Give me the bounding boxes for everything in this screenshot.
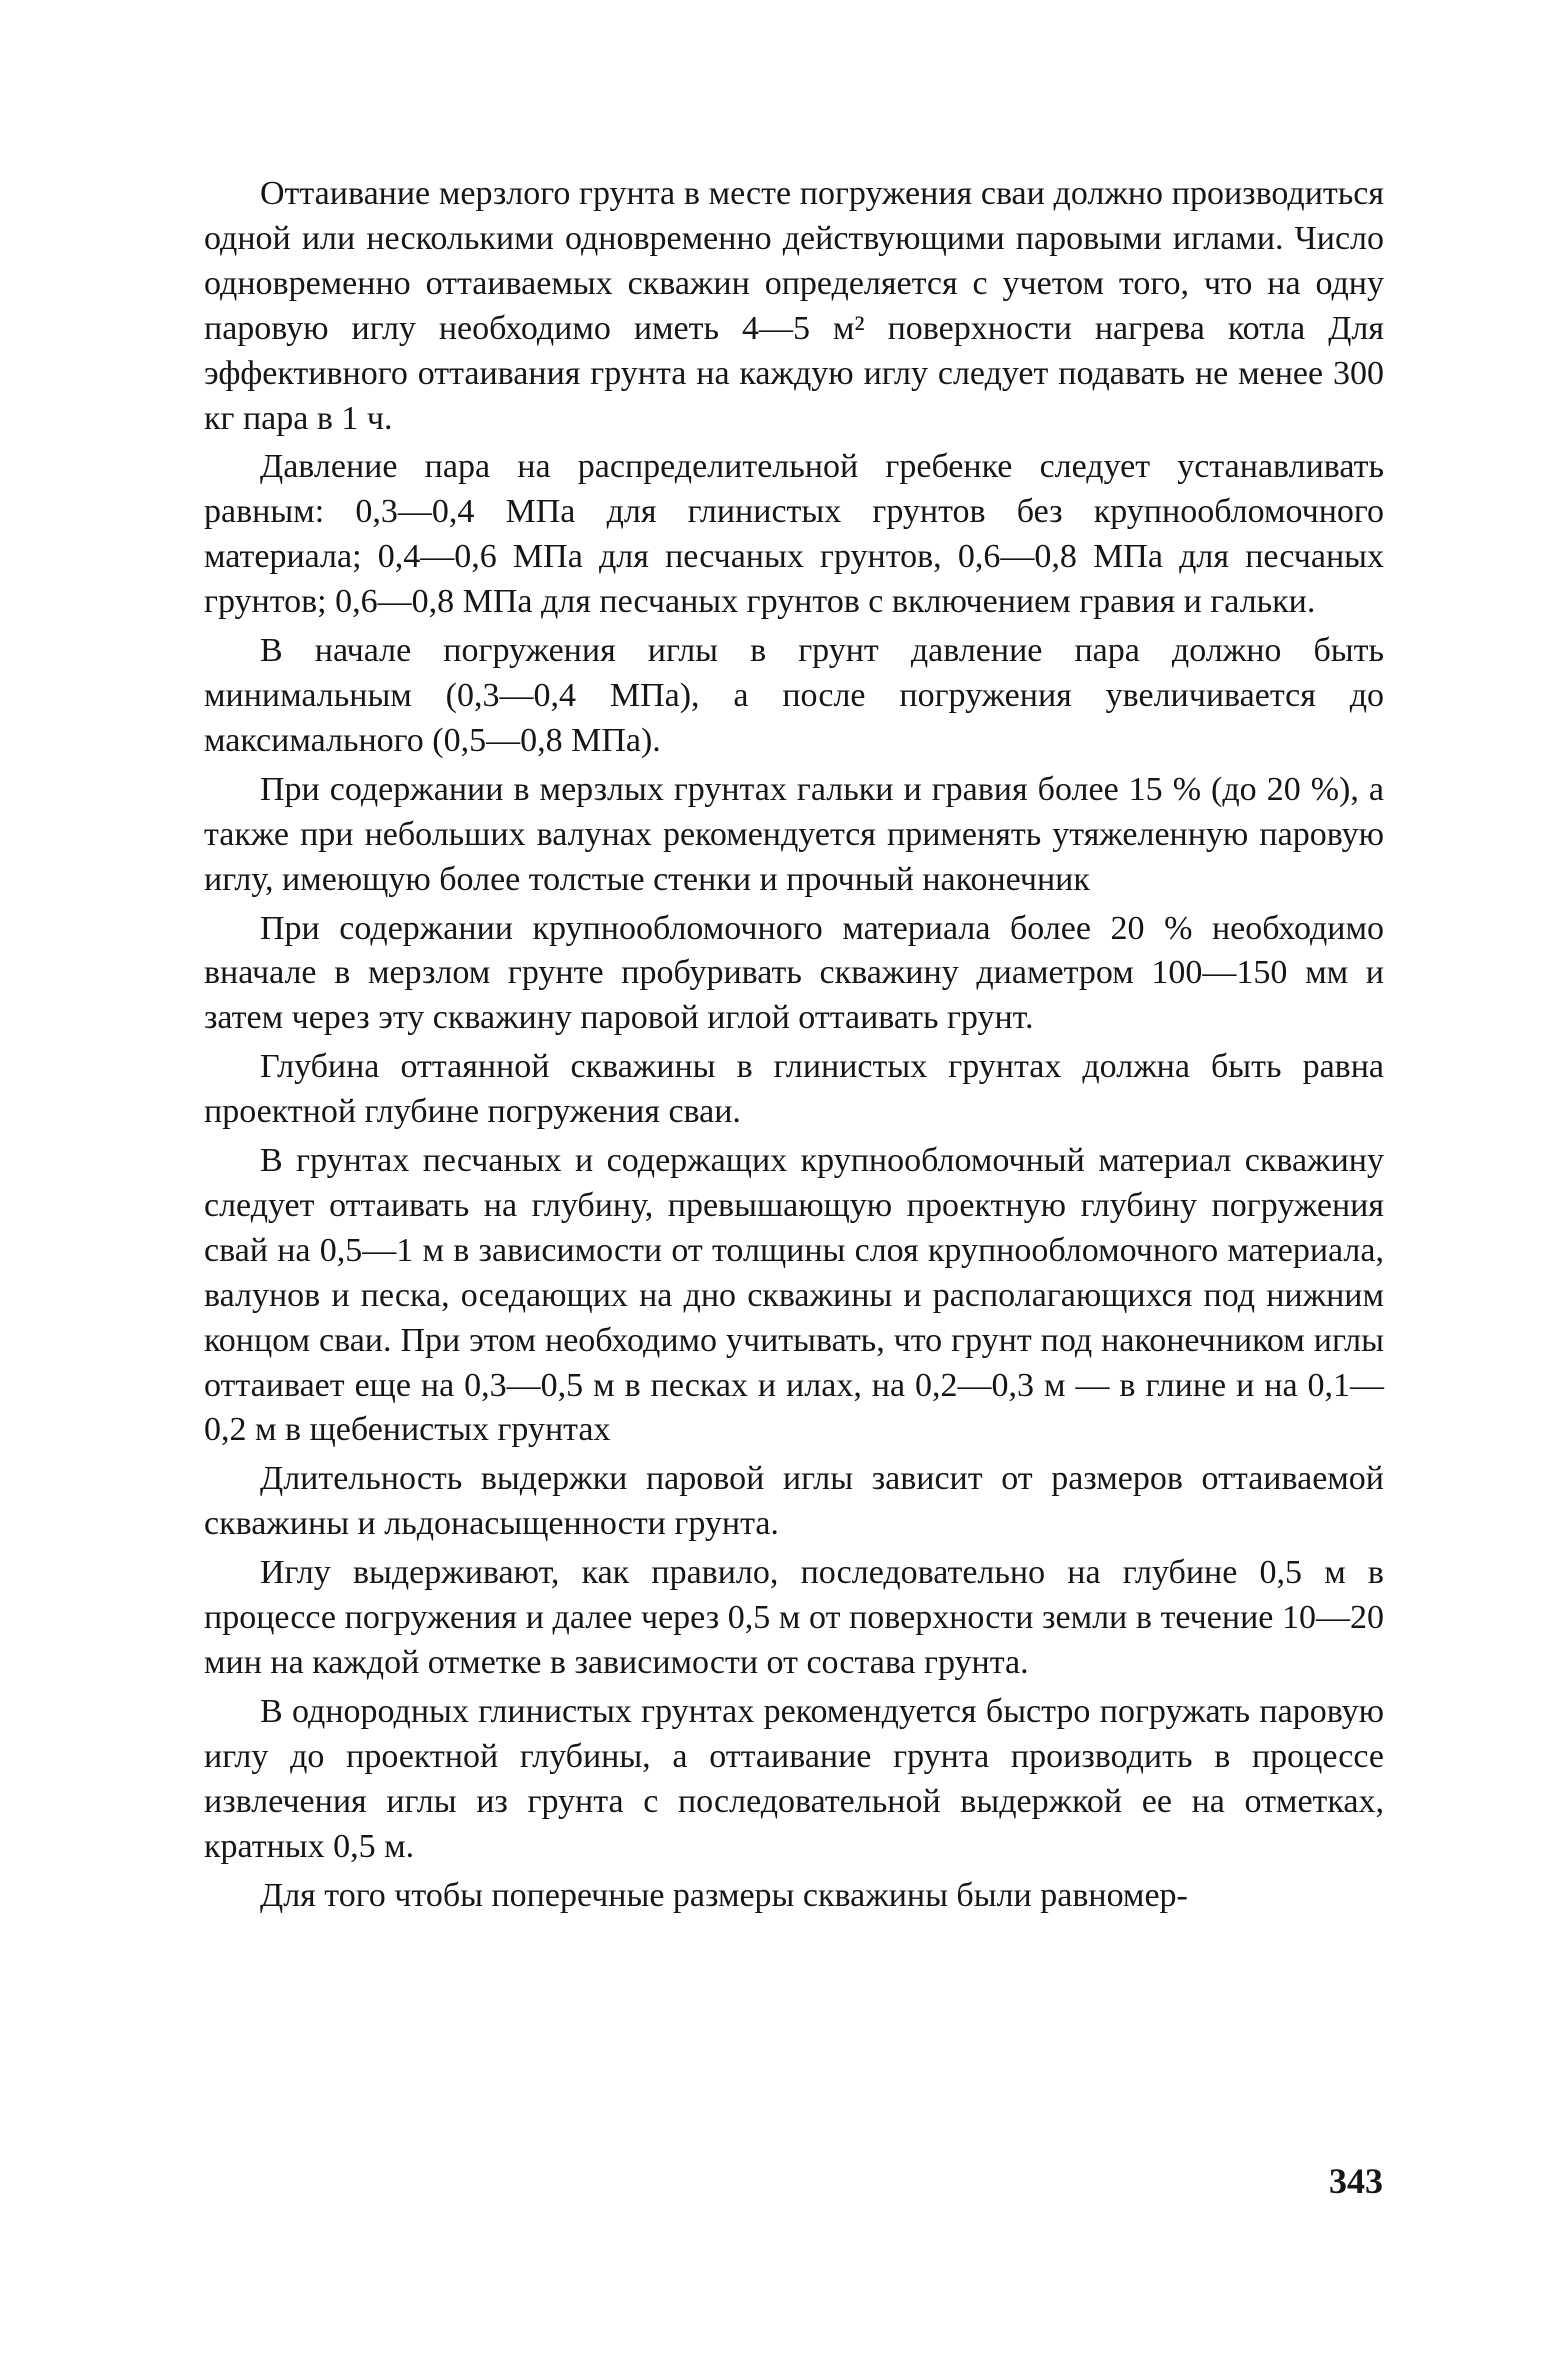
- paragraph-5: При содержании крупнообломочного материала более 20 % необходимо вначале в мерзлом грунте пробуривать скважину диаметром 100—150 мм и затем через эту скважину паровой иглой оттаивать грунт.: [204, 909, 1384, 1037]
- paragraph-10: В однородных глинистых грунтах рекомендуется быстро погружать паровую иглу до проектной глубины, а оттаивание грунта производить в процессе извлечения иглы из грунта с последовательной выдержкой ее на отметках, кратных 0,5 м.: [204, 1692, 1384, 1865]
- page-number: 343: [1329, 2161, 1383, 2201]
- paragraph-9: Иглу выдерживают, как правило, последовательно на глубине 0,5 м в процессе погружения и далее через 0,5 м от поверхности земли в течение 10—20 мин на каждой отметке в зависимости от состава грунта.: [204, 1554, 1384, 1681]
- body-text: [204, 172, 1384, 1922]
- paragraph-3: В начале погружения иглы в грунт давление пара должно быть минимальным (0,3—0,4 МПа), а после погружения увеличивается до максимального (0,5—0,8 МПа).: [204, 632, 1384, 759]
- paragraph-11: Для того чтобы поперечные размеры скважины были равномер-: [260, 1876, 1188, 1914]
- paragraph-1: Оттаивание мерзлого грунта в месте погружения сваи должно производиться одной или несколькими одновременно действующими паровыми иглами. Число одновременно оттаиваемых скважин определяется с учетом того, что на одну паровую иглу необходимо иметь 4—5 м² поверхности нагрева котла Для эффективного оттаивания грунта на каждую иглу следует подавать не менее 300 кг пара в 1 ч.: [204, 175, 1384, 437]
- paragraph-6: Глубина оттаянной скважины в глинистых грунтах должна быть равна проектной глубине погружения сваи.: [204, 1048, 1384, 1131]
- paragraph-7: В грунтах песчаных и содержащих крупнообломочный материал скважину следует оттаивать на глубину, превышающую проектную глубину погружения свай на 0,5—1 м в зависимости от толщины слоя крупнообломочного материала, валунов и песка, оседающих на дно скважины и располагающихся под нижним концом сваи. При этом необходимо учитывать, что грунт под наконечником иглы оттаивает еще на 0,3—0,5 м в песках и илах, на 0,2—0,3 м — в глине и на 0,1—0,2 м в щебенистых грунтах: [204, 1142, 1384, 1449]
- paragraph-8: Длительность выдержки паровой иглы зависит от размеров оттаиваемой скважины и льдонасыщенности грунта.: [204, 1460, 1384, 1543]
- paragraph-4: При содержании в мерзлых грунтах гальки и гравия более 15 % (до 20 %), а также при небольших валунах рекомендуется применять утяжеленную паровую иглу, имеющую более толстые стенки и прочный наконечник: [204, 770, 1384, 898]
- paragraph-2: Давление пара на распределительной гребенке следует устанавливать равным: 0,3—0,4 МПа для глинистых грунтов без крупнообломочного материала; 0,4—0,6 МПа для песчаных грунтов, 0,6—0,8 МПа для песчаных грунтов; 0,6—0,8 МПа для песчаных грунтов с включением гравия и гальки.: [204, 448, 1384, 621]
